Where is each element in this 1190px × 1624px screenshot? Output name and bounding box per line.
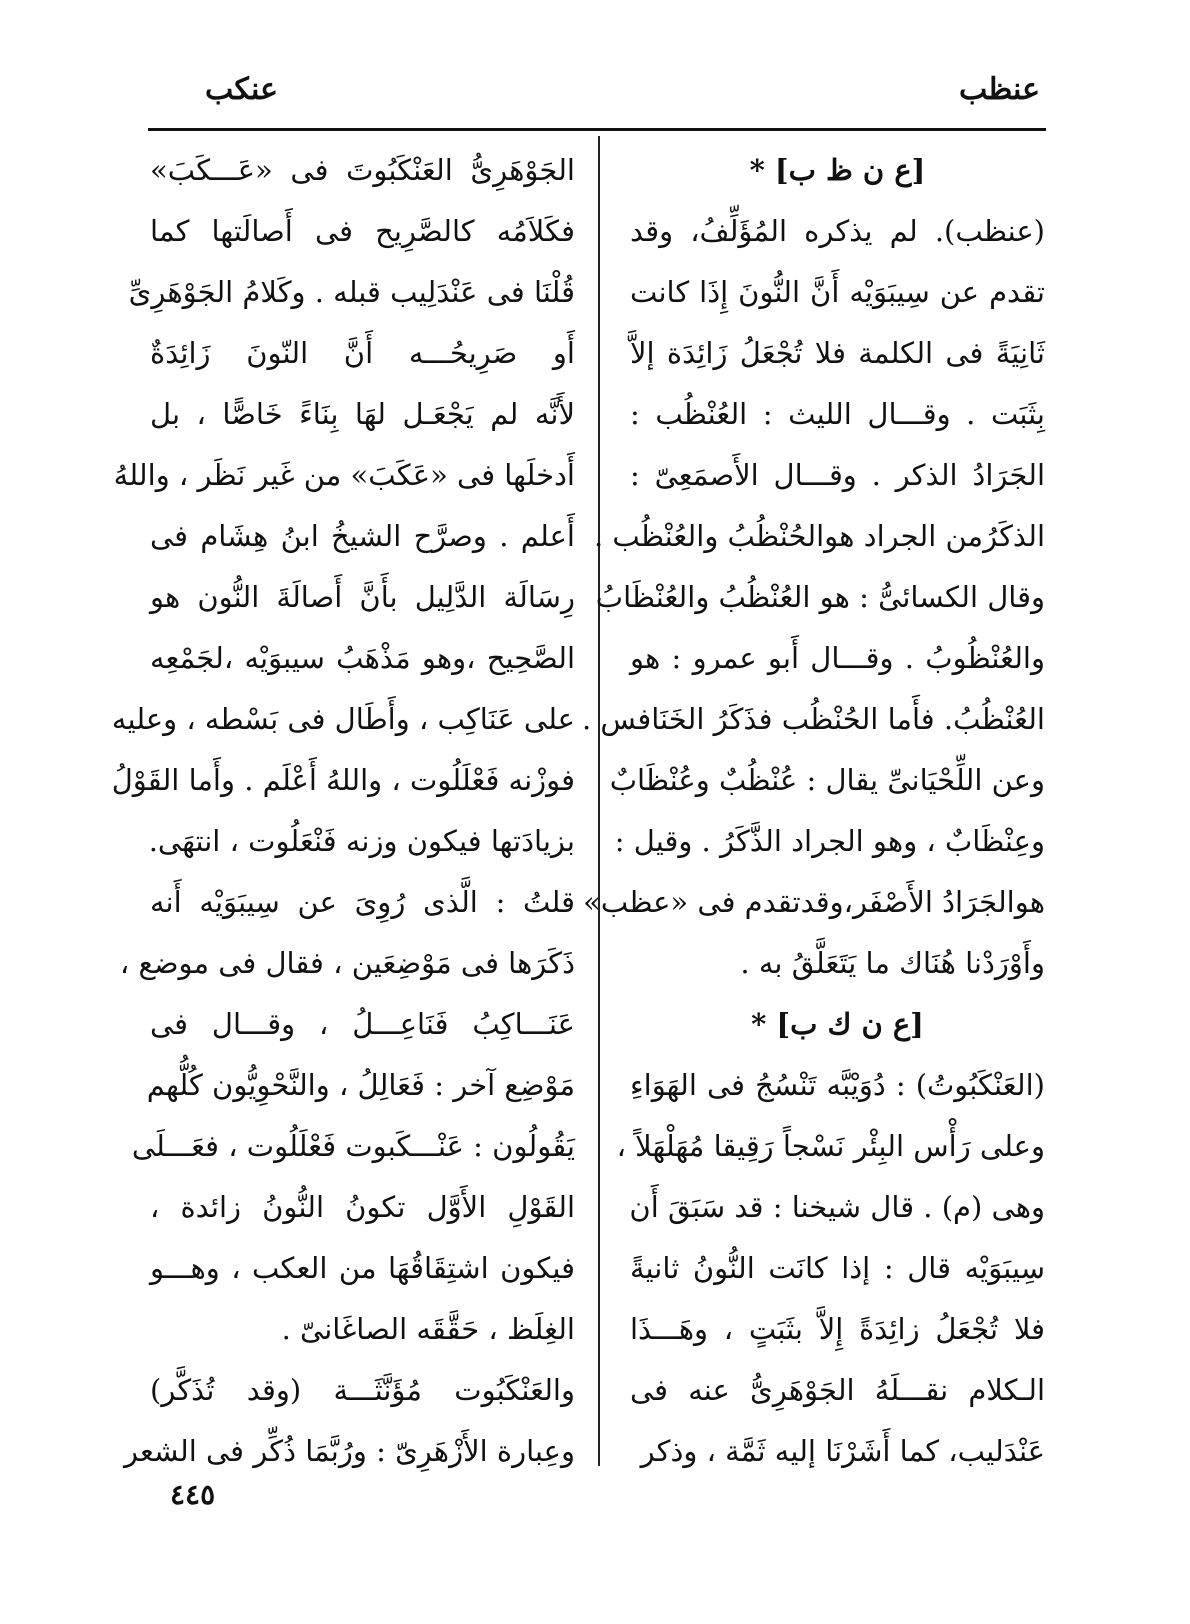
entry-heading-ankab: [ع ن ك ب] * [751,1007,924,1041]
left-column-text [111,140,575,1482]
header-rule [148,128,1046,131]
column-divider [598,136,600,1466]
text-line: الصَّحِيح ،وهو مَذْهَبُ سيبوَيْه ،لجَمْعِه [150,641,575,675]
page-number: ٤٤٥ [170,1478,216,1511]
text-line: وهى (م) . قال شيخنا : قد سَبَقَ أَن [629,1190,1045,1224]
right-column [581,140,1045,1482]
text-line: وقال الكسائىُّ : هو العُنْظُبُ والعُنْظَابُ [595,580,1045,614]
text-line: وعلى رَأْس البِئْر نَسْجاً رَقِيقا مُهَلْهَلاً ، [616,1129,1045,1163]
text-line: قُلْنَا فى عَنْدَلِيب قبله . وكَلامُ الجَوْهَرِىِّ [128,275,575,309]
text-line: رِسَالَة الدَّلِيل بأَنَّ أَصالَةَ النُّون هو [150,580,575,614]
text-line: (عنظب). لم يذكره المُؤَلِّفُ، وقد [630,214,1045,248]
text-line: ذَكَرَها فى مَوْضِعَين ، فقال فى موضع ، [119,946,575,980]
text-line: الذكَرُمن الجراد هوالحُنْظُبُ والعُنْظُب . [593,519,1045,553]
text-line: فلا تُجْعَلُ زائِدَةً إِلاَّ بثَبَتٍ ، وهَـــذَا [630,1312,1045,1346]
left-column [111,140,575,1482]
text-line: سِيبَوَيْه قال : إذا كانَت النُّونُ ثانيةً [630,1251,1045,1285]
entry-ankab-text [616,1055,1045,1482]
text-line: القَوْلِ الأَوَّل تكونُ النُّونُ زائدة ، [150,1190,575,1224]
entry-anzab-text [581,201,1045,994]
text-line: على عَنَاكِب ، وأَطَال فى بَسْطه ، وعليه [111,702,575,736]
header-word-left: عنكب [205,72,278,107]
text-line: عَنْدَليب، كما أَشَرْنَا إليه ثَمَّة ، وذكر [640,1434,1045,1468]
text-line: الـكلام نقـــلَهُ الجَوْهَرِىُّ عنه فى [630,1373,1045,1407]
text-line: عَنَـــاكِبُ فَنَاعِـــلُ ، وقـــال فى [150,1007,575,1041]
text-line: وعِبارة الأَزْهَرِىّ : ورُبَّمَا ذُكِّر فى الشعر [124,1434,575,1468]
text-line: والعَنْكَبُوت مُؤَنَّثَـــة (وقد تُذَكَّر) [150,1373,575,1407]
text-line: وعن اللِّحْيَانىِّ يقال : عُنْظُبٌ وعُنْظَابٌ [609,763,1045,797]
text-line: أَو صَرِيحُـــه أَنَّ النّونَ زَائِدَةٌ [150,336,575,370]
text-line: بِثَبَت . وقـــال الليث : العُنْظُب : [630,397,1045,431]
text-line: وأَوْرَدْنا هُنَاك ما يَتَعَلَّقُ به . [740,946,1045,980]
text-line: بزيادَتها فيكون وزنه فَنْعَلُوت ، انتهَى. [148,824,575,858]
text-line: يَقُولُون : عَنْـــكَبوت فَعْلَلُوت ، فعَـــلَى [131,1129,575,1163]
entry-heading-anzab: [ع ن ظ ب] * [749,153,926,187]
text-line: وعِنْظَابٌ ، وهو الجراد الذَّكَرُ . وقيل : [614,824,1045,858]
text-line: (العَنْكَبُوتُ) : دُوَيْبَّه تَنْسُجُ فى الهَوَاءِ [630,1068,1045,1102]
text-line: فكَلاَمُه كالصَّرِيح فى أَصالَتها كما [150,214,575,248]
text-line: قلتُ : الَّذى رُوِىَ عن سِيبَوَيْه أَنه [150,885,575,919]
text-line: الجَرَادُ الذكر . وقـــال الأَصمَعِىّ : [630,458,1045,492]
text-line: ثَانِيَةً فى الكلمة فلا تُجْعَلُ زَائِدَة إلاَّ [630,336,1045,370]
text-line: لأَنَّه لم يَجْعَـل لهَا بِنَاءً خَاصًّا ، بل [150,397,575,431]
text-line: والعُنْظُوبُ . وقـــال أَبو عمرو : هو [630,641,1045,675]
text-line: فيكون اشتِقَاقُهَا من العكب ، وهـــو [150,1251,575,1285]
text-line: تقدم عن سِيبَوَيْه أَنَّ النُّونَ إِذَا كانت [630,275,1045,309]
text-line: أَدخلَها فى «عَكَبَ» من غَير نَظَر ، واللهُ [113,458,575,492]
text-line: الغِلَظ ، حَقَّقَه الصاغَانىّ . [281,1312,575,1346]
header-word-right: عنظب [958,72,1040,107]
text-line: هوالجَرَادُ الأَصْفَر،وقدتقدم فى «عظب» [583,885,1045,919]
text-line: أَعلم . وصرَّح الشيخُ ابنُ هِشَام فى [150,519,575,553]
text-line: مَوْضِع آخر : فَعَالِلُ ، والنَّحْوِيُّون كُلُّهم [146,1068,575,1102]
text-line: فوزْنه فَعْلَلُوت ، واللهُ أَعْلَم . وأَما القَوْلُ [111,763,575,797]
text-line: الجَوْهَرِىُّ العَنْكَبُوتَ فى «عَـــكَبَ» [150,153,575,187]
text-line: العُنْظُبُ. فأَما الحُنْظُب فذَكَرُ الخَنَافس . [581,702,1045,736]
